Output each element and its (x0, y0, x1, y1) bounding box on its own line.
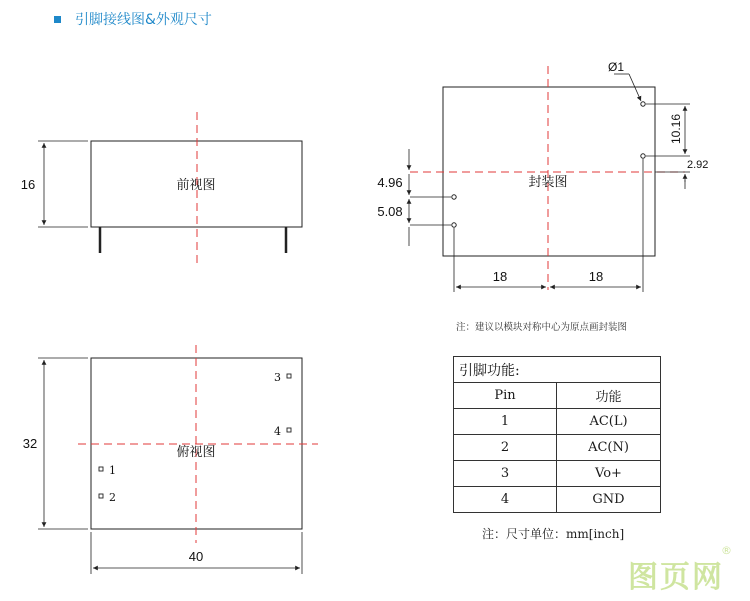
pin-2-pad (99, 494, 103, 498)
package-view (377, 60, 708, 292)
table-row (454, 461, 661, 487)
pin-1-pad (99, 467, 103, 471)
pin-4-label: 4 (274, 425, 281, 438)
pin-function: GND (557, 487, 661, 513)
package-hole-2 (452, 223, 456, 227)
table-row (454, 487, 661, 513)
pin-function: Vo+ (557, 461, 661, 487)
pin-2-label: 2 (109, 491, 116, 504)
top-width-dim: 40 (188, 549, 204, 564)
pin-function-table (453, 356, 661, 513)
header-pin: Pin (454, 383, 557, 409)
pin-number: 3 (454, 461, 557, 487)
package-left-width-dim: 18 (492, 269, 508, 284)
package-vtop-dim: 10.16 (669, 113, 683, 145)
table-row (454, 435, 661, 461)
table-row (454, 409, 661, 435)
front-height-dim: 16 (20, 177, 36, 192)
top-height-dim: 32 (22, 436, 38, 451)
pin-1-label: 1 (109, 464, 116, 477)
package-lower-dim: 5.08 (377, 204, 403, 219)
units-note: 注：尺寸单位：mm[inch] (482, 527, 625, 541)
top-view-label: 俯视图 (176, 445, 216, 460)
pin-4-pad (287, 428, 291, 432)
registered-icon: ® (721, 544, 732, 557)
pin-number: 1 (454, 409, 557, 435)
watermark-logo (628, 544, 738, 595)
pin-function: AC(L) (557, 409, 661, 435)
package-label: 封装图 (528, 175, 568, 190)
pin-function: AC(N) (557, 435, 661, 461)
package-hole-1 (452, 195, 456, 199)
pin-3-label: 3 (274, 371, 281, 384)
package-upper-dim: 4.96 (377, 175, 403, 190)
package-note: 注：建议以模块对称中心为原点画封装图 (456, 322, 628, 333)
section-title: 引脚接线图&外观尺寸 (75, 12, 212, 28)
table-title: 引脚功能: (454, 357, 661, 383)
pin-number: 4 (454, 487, 557, 513)
package-diameter-dim: Ø1 (608, 60, 625, 74)
top-view (23, 345, 318, 574)
package-hole-4 (641, 154, 645, 158)
table-header-row (454, 383, 661, 409)
table-title-row (454, 357, 661, 383)
pin-3-pad (287, 374, 291, 378)
package-right-width-dim: 18 (588, 269, 604, 284)
front-view (21, 112, 302, 263)
pin-number: 2 (454, 435, 557, 461)
header-function: 功能 (557, 383, 661, 409)
package-hole-3 (641, 102, 645, 106)
package-offset-dim: 2.92 (687, 159, 709, 171)
front-view-label: 前视图 (176, 178, 216, 193)
watermark-text: 图页网 (628, 560, 724, 595)
